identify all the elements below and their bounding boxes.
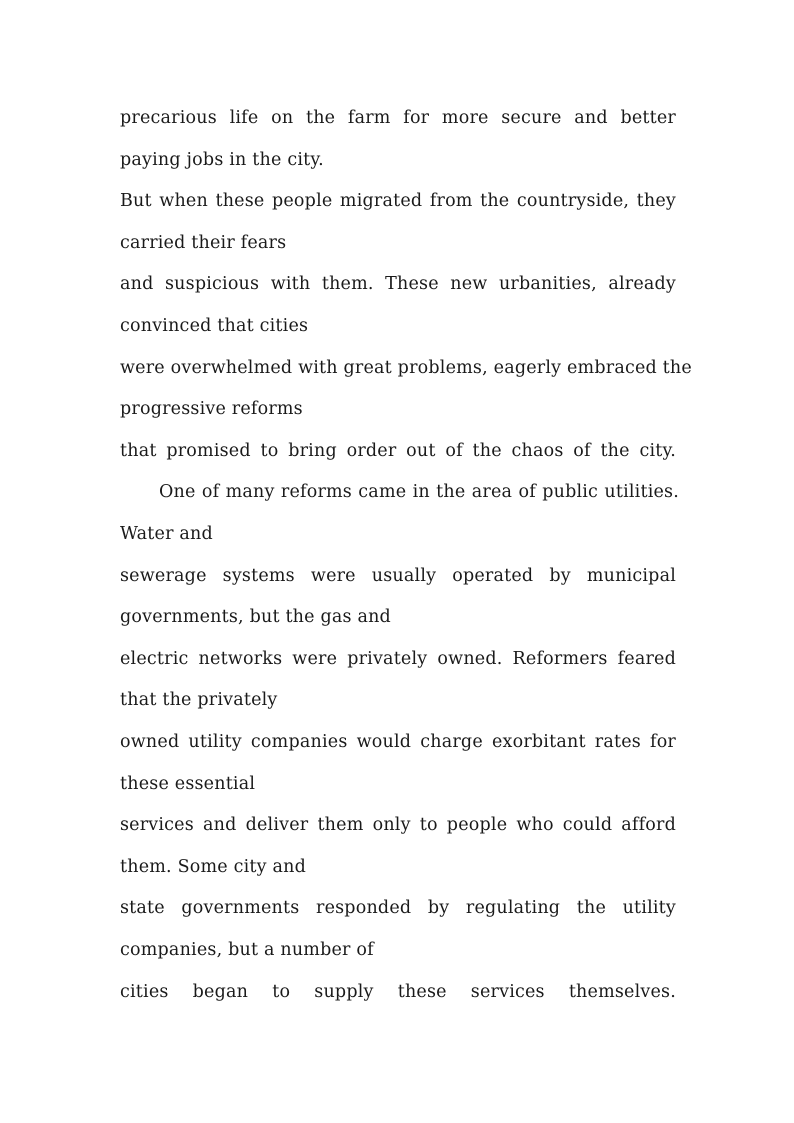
- text-line: Water and: [120, 524, 213, 544]
- text-line: state governments responded by regulating the utility: [120, 898, 676, 918]
- text-line: carried their fears: [120, 233, 287, 253]
- text-line: services and deliver them only to people who could afford: [120, 815, 676, 835]
- text-line: were overwhelmed with great problems, eagerly embraced the: [120, 358, 692, 378]
- text-line: and suspicious with them. These new urbanities, already: [120, 274, 676, 294]
- text-line: owned utility companies would charge exorbitant rates for: [120, 732, 676, 752]
- paragraph-first-line: One of many reforms came in the area of public utilities.: [159, 482, 679, 502]
- text-line: companies, but a number of: [120, 940, 374, 960]
- text-line: governments, but the gas and: [120, 607, 391, 627]
- text-line: precarious life on the farm for more secure and better: [120, 108, 676, 128]
- text-line: them. Some city and: [120, 857, 307, 877]
- text-line: electric networks were privately owned. Reformers feared: [120, 649, 676, 669]
- text-line: these essential: [120, 774, 256, 794]
- text-line: that promised to bring order out of the chaos of the city.: [120, 441, 676, 461]
- text-line: that the privately: [120, 690, 278, 710]
- text-line: paying jobs in the city.: [120, 150, 324, 170]
- text-line: convinced that cities: [120, 316, 309, 336]
- text-line: progressive reforms: [120, 399, 303, 419]
- text-line: sewerage systems were usually operated by municipal: [120, 566, 676, 586]
- text-line: cities began to supply these services themselves.: [120, 982, 676, 1002]
- text-line: But when these people migrated from the countryside, they: [120, 191, 676, 211]
